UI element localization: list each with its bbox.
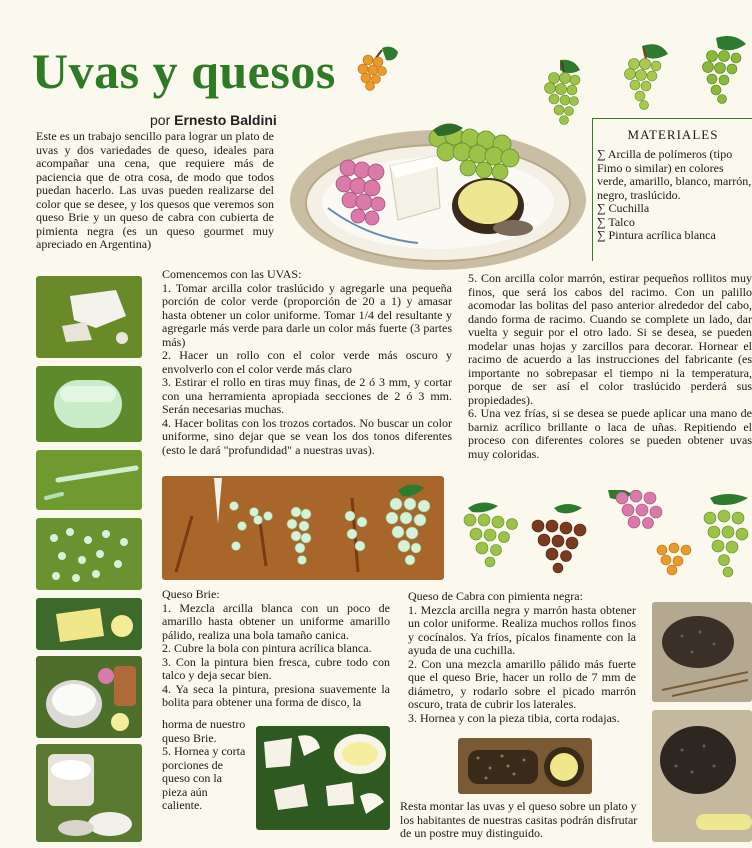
chopped-pepper-photo [652,602,752,702]
cabra-step: 1. Mezcla arcilla negra y marrón hasta obtener un color uniforme. Realiza muchos rollos finos y cocínalos. Ya fríos, pícalos finamente con la ayuda de una cuchilla. [408,602,636,657]
materials-box [592,118,752,261]
colored-grapes-photo [458,490,752,586]
page-title: Uvas y quesos [32,43,336,99]
step-photo-thin-strip [36,450,142,510]
step-photo-clay-block [36,276,142,358]
pepper-roll-photo [652,710,752,842]
brie-step: 1. Mezcla arcilla blanca con un poco de amarillo hasta obtener un uniforme amarillo pálido, realiza una bola tamaño canica. [162,600,390,642]
step-photo-green-roll [36,366,142,442]
uvas-step: 2. Hacer un rollo con el color verde más oscuro y envolverlo con el color verde más claro [162,348,452,376]
plate-photo [288,108,588,278]
goat-cheese-photo [458,738,592,794]
byline-prefix: por [150,112,171,128]
brie-slices-photo [256,726,390,830]
step-photo-talc-bowl [36,656,142,738]
materials-item: ∑ Talco [597,214,635,229]
materials-item: ∑ Arcilla de polímeros (tipo Fimo o similar) en colores verde, amarillo, blanco, marrón, negro, traslúcido. [597,147,752,202]
uvas-step: 6. Una vez frías, si se desea se puede aplicar una mano de barniz acrílico brillante o laca de uñas. Repitiendo el proceso con diferentes colores se pueden obtener uvas muy coloridas. [468,406,752,461]
brie-step: 2. Cubre la bola con pintura acrílica blanca. [162,641,372,655]
green-grape-cluster-icon [540,56,590,128]
uvas-step: 3. Estirar el rollo en tiras muy finas, de 2 ó 3 mm, y cortar con una herramienta apropiada secciones de 2 ó 3 mm. Serán necesarias muchas. [162,375,452,416]
step-photo-dusted-disc [36,744,142,842]
cabra-section [408,590,636,725]
brie-step: 4. Ya seca la pintura, presiona suavemente la bolita para obtener una forma de disco, la [162,681,390,709]
brie-section [162,588,390,710]
brie-section-narrow [162,718,246,813]
closing-paragraph: Resta montar las uvas y el queso sobre un plato y los habitantes de nuestras casitas podrán disfrutar de un postre muy distinguido. [400,799,638,840]
green-grape-cluster-icon [696,32,752,108]
uvas-step: 5. Con arcilla color marrón, estirar pequeños rollitos muy finos, que será los cabos del racimo. Con un palillo acomodar las bolitas del paso anterior alrededor del cabo, dando forma de racimo. Cuando se complete un lado, dar vuelta y seguir por el otro lado. Si se desea, se pueden modelar unas hojas y zarcillos para decorar. Hornear el racimo de acuerdo a las instrucciones del fabricante (es importante no sobrepasar el tiempo ni la temperatura, porque de ser así el color traslúcido perderá sus propiedades). [468,271,752,407]
step-photo-brie-ball [36,598,142,650]
brie-heading: Queso Brie: [162,587,220,601]
uvas-section-continued [468,272,752,461]
materials-item: ∑ Pintura acrílica blanca [597,228,716,242]
uvas-heading: Comencemos con las UVAS: [162,267,302,281]
cabra-step: 3. Hornea y con la pieza tibia, corta rodajas. [408,710,620,725]
intro-paragraph: Este es un trabajo sencillo para lograr un plato de uvas y dos variedades de queso, ideales para acompañar una cena, que requiere más de paciencia que de otra cosa, de modo que todos puedan hacerlo. Las uvas pueden realizarse del color que se desee, y los quesos que veremos son queso Brie y un queso de cabra con cubierta de pimienta negra (es un queso gourmet muy apreciado en Argentina) [36,129,274,251]
materials-title: MATERIALES [627,127,719,142]
cabra-heading: Queso de Cabra con pimienta negra: [408,589,583,603]
uvas-step: 1. Tomar arcilla color traslúcido y agregarle una pequeña porción de color verde (proporción de 20 a 1) y amasar hasta obtener un color uniforme. Tomar 1/4 del resultante y agregarle más verde para darle un color más fuerte (3 partes más) [162,280,452,349]
byline [150,112,277,128]
brie-step: 3. Con la pintura bien fresca, cubre todo con talco y deja secar bien. [162,654,390,682]
grape-process-photo [162,476,444,580]
green-grape-cluster-icon [620,40,676,112]
step-photo-green-balls [36,518,142,590]
cabra-step: 2. Con una mezcla amarillo pálido más fuerte que el queso Brie, hacer un rollo de 7 mm de diámetro, y rodarlo sobre el picado marrón oscuro, trata de cubrir los laterales. [408,656,636,711]
brie-step: 5. Hornea y corta porciones de queso con la pieza aún caliente. [162,744,246,812]
uvas-section [162,268,452,457]
orange-grape-icon [352,42,404,94]
brie-step: horma de nuestro queso Brie. [162,717,246,745]
author-name: Ernesto Baldini [174,112,277,128]
uvas-step: 4. Hacer bolitas con los trozos cortados. No buscar un color uniforme, sino dejar que se vean los dos tonos diferentes (esto le dará "profundidad" a nuestras uvas). [162,415,452,457]
materials-item: ∑ Cuchilla [597,201,650,215]
